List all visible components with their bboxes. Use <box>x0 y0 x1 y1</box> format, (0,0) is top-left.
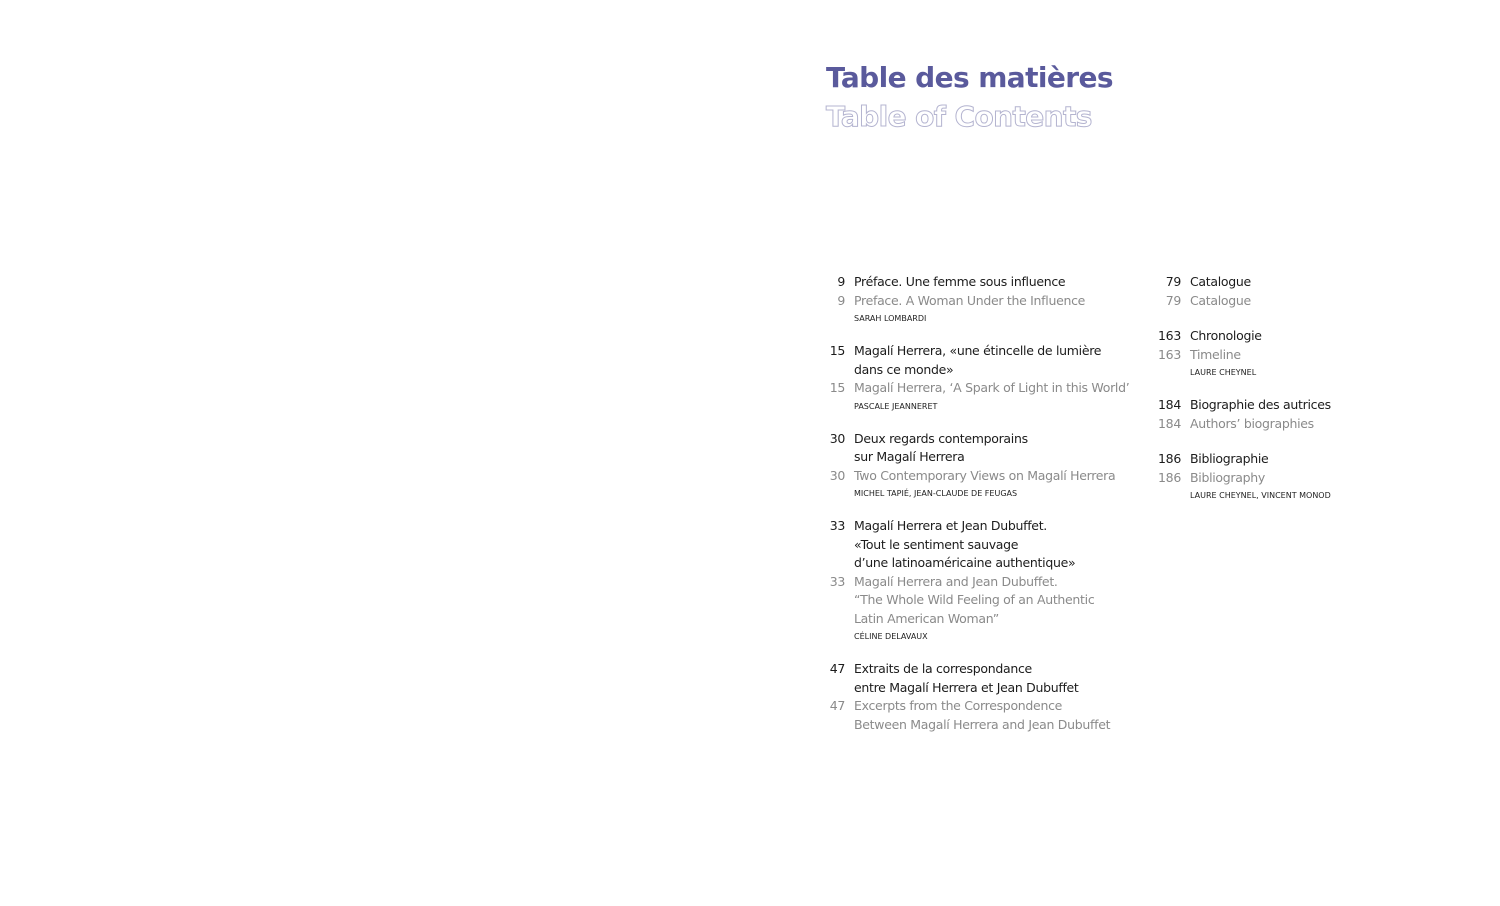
page-number-en: 163 <box>1158 346 1181 362</box>
toc-entry-fr <box>1150 273 1480 292</box>
entry-title-line: Magalí Herrera et Jean Dubuffet. <box>854 518 1047 533</box>
toc-entry[interactable] <box>812 517 1132 643</box>
toc-entry[interactable] <box>1150 327 1480 379</box>
toc-entry-fr <box>812 273 1132 292</box>
entry-title-line: Timeline <box>1190 346 1241 362</box>
page-number-fr: 33 <box>829 518 845 533</box>
entry-title-fr <box>854 660 1079 697</box>
entry-title-fr <box>1190 450 1268 469</box>
entry-title-fr <box>1190 273 1251 292</box>
entry-title-en <box>1190 415 1314 434</box>
entry-title-line: Chronologie <box>1190 328 1262 343</box>
entry-title-en <box>854 379 1129 398</box>
entry-title-line: Catalogue <box>1190 274 1251 289</box>
toc-entry-en <box>812 697 1132 734</box>
entry-title-line: Preface. A Woman Under the Influence <box>854 292 1086 308</box>
page-number-fr: 186 <box>1158 451 1181 466</box>
entry-title-en <box>1190 469 1265 488</box>
page-number-en: 9 <box>837 292 845 308</box>
page-number-en: 79 <box>1165 292 1181 308</box>
entry-title-en <box>1190 346 1241 365</box>
page-number-en: 15 <box>829 380 845 395</box>
entry-title-line: Excerpts from the Correspondence <box>854 698 1063 713</box>
toc-entry-fr <box>812 660 1132 697</box>
entry-title-fr <box>854 273 1065 292</box>
page-number-fr: 79 <box>1165 274 1181 289</box>
page-number-fr: 184 <box>1158 397 1181 412</box>
entry-title-line: «Tout le sentiment sauvage <box>854 536 1019 552</box>
entry-author: LAURE CHEYNEL, VINCENT MONOD <box>1190 491 1331 500</box>
toc-entry[interactable] <box>812 430 1132 501</box>
entry-title-fr <box>1190 327 1262 346</box>
page-number-en: 30 <box>829 467 845 483</box>
entry-title-line: dans ce monde» <box>854 361 954 377</box>
entry-title-en <box>1190 292 1251 311</box>
entry-title-line: entre Magalí Herrera et Jean Dubuffet <box>854 679 1079 695</box>
toc-entry[interactable] <box>812 342 1132 413</box>
entry-title-line: Extraits de la correspondance <box>854 661 1032 676</box>
entry-title-line: Magalí Herrera, ‘A Spark of Light in this World’ <box>854 380 1130 395</box>
entry-title-fr <box>854 430 1028 467</box>
toc-entry-en <box>812 292 1132 311</box>
toc-entry[interactable] <box>812 660 1132 734</box>
toc-entry-en <box>812 573 1132 629</box>
toc-entry[interactable] <box>1150 396 1480 433</box>
page-number-fr: 30 <box>829 430 845 446</box>
toc-entry-fr <box>1150 450 1480 469</box>
entry-title-en <box>854 292 1085 311</box>
toc-entry[interactable] <box>1150 273 1480 310</box>
entry-title-line: Biographie des autrices <box>1190 397 1331 412</box>
entry-title-line: Deux regards contemporains <box>854 430 1028 446</box>
page-number-en: 33 <box>829 573 845 589</box>
toc-entry-en <box>1150 469 1480 488</box>
entry-title-line: Latin American Woman” <box>854 610 999 626</box>
entry-title-fr <box>1190 396 1331 415</box>
entry-author: LAURE CHEYNEL <box>1190 368 1257 377</box>
entry-title-en <box>854 697 1110 734</box>
entry-author: PASCALE JEANNERET <box>854 401 938 411</box>
entry-title-line: d’une latinoaméricaine authentique» <box>854 555 1076 570</box>
entry-title-line: Catalogue <box>1190 292 1251 308</box>
entry-author: SARAH LOMBARDI <box>854 314 927 323</box>
toc-entry-en <box>812 467 1132 486</box>
entry-title-line: Bibliography <box>1190 469 1265 485</box>
toc-entry-fr <box>1150 327 1480 346</box>
entry-title-line: Magalí Herrera, «une étincelle de lumière <box>854 343 1102 358</box>
toc-entry-fr <box>812 430 1132 467</box>
entry-title-en <box>854 573 1094 629</box>
page-number-en: 184 <box>1158 415 1181 431</box>
toc-entry-fr <box>812 517 1132 573</box>
page-number-fr: 47 <box>829 661 845 676</box>
page-number-en: 186 <box>1158 469 1181 485</box>
entry-author: CÉLINE DELAVAUX <box>854 632 928 641</box>
entry-title-line: “The Whole Wild Feeling of an Authentic <box>854 592 1095 607</box>
entry-title-fr <box>854 517 1075 573</box>
entry-title-line: Authors’ biographies <box>1190 415 1314 431</box>
entry-title-line: Bibliographie <box>1190 451 1269 466</box>
entry-title-line: Magalí Herrera and Jean Dubuffet. <box>854 573 1058 589</box>
toc-entry-en <box>1150 415 1480 434</box>
entry-title-line: sur Magalí Herrera <box>854 449 965 464</box>
toc-entry-en <box>1150 346 1480 365</box>
entry-title-line: Préface. Une femme sous influence <box>854 274 1066 289</box>
entry-title-line: Between Magalí Herrera and Jean Dubuffet <box>854 716 1111 732</box>
toc-column-right <box>1150 273 1480 519</box>
entry-title-en <box>854 467 1115 486</box>
toc-entry-en <box>812 379 1132 398</box>
toc-entry-fr <box>1150 396 1480 415</box>
toc-entry-en <box>1150 292 1480 311</box>
page-number-fr: 163 <box>1158 328 1181 343</box>
toc-entry-fr <box>812 342 1132 379</box>
page-number-fr: 15 <box>829 343 845 358</box>
page-number-en: 47 <box>829 698 845 713</box>
page-number-fr: 9 <box>837 274 845 289</box>
toc-column-left <box>812 273 1132 751</box>
entry-title-fr <box>854 342 1101 379</box>
page-title-fr: Table des matières <box>826 61 1113 94</box>
page-title-en: Table of Contents <box>826 100 1092 133</box>
toc-entry[interactable] <box>1150 450 1480 502</box>
toc-entry[interactable] <box>812 273 1132 325</box>
entry-author: MICHEL TAPIÉ, JEAN-CLAUDE DE FEUGAS <box>854 489 1018 498</box>
entry-title-line: Two Contemporary Views on Magalí Herrera <box>854 467 1116 483</box>
